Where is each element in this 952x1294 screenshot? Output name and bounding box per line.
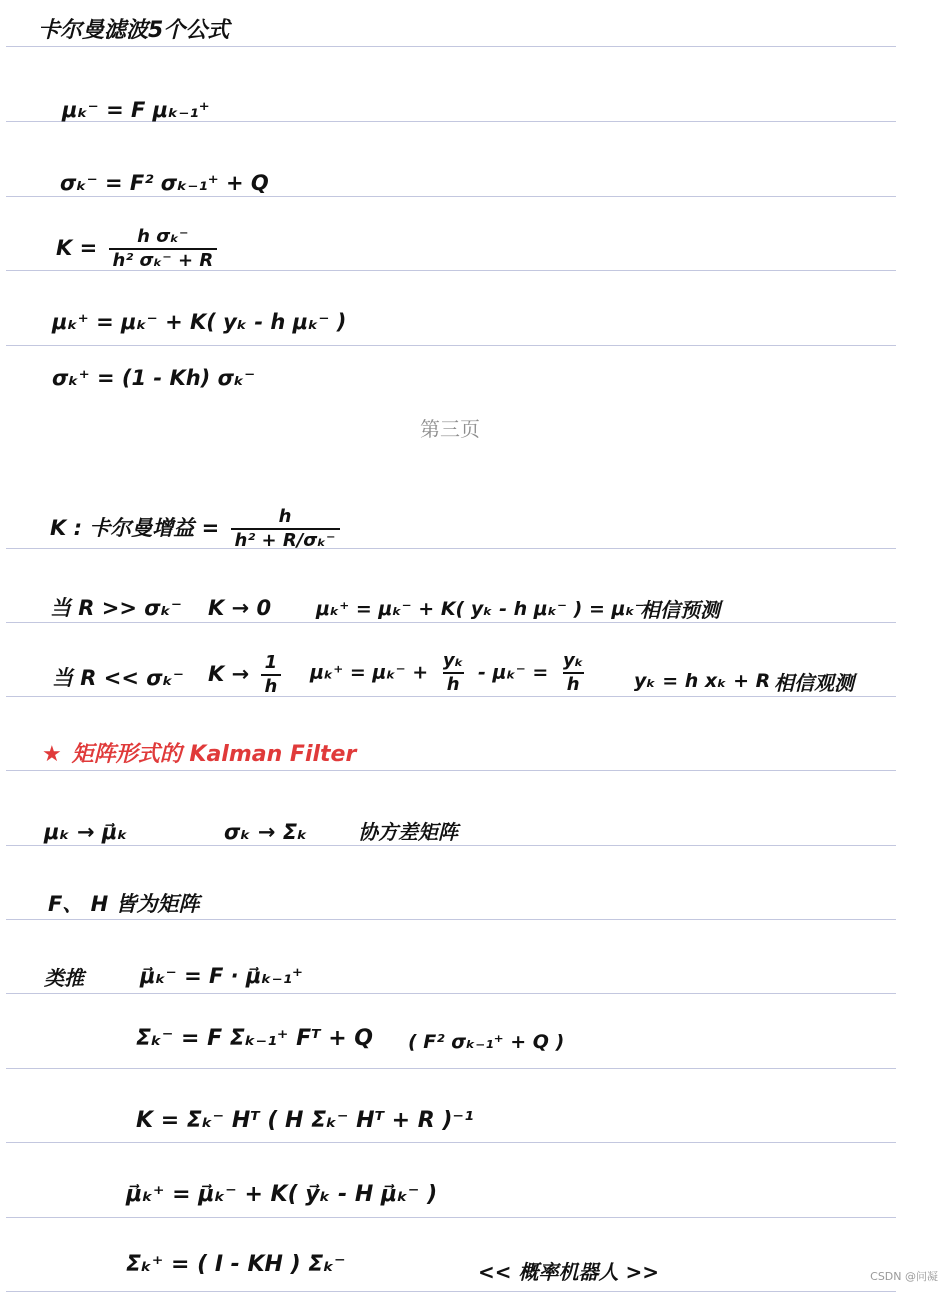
page-number-label: 第三页 bbox=[420, 417, 480, 441]
k-numerator: h σₖ⁻ bbox=[137, 226, 189, 247]
matrix-heading-text: 矩阵形式的 Kalman Filter bbox=[71, 742, 357, 767]
case-small-r-limit bbox=[208, 654, 285, 696]
ruled-line bbox=[6, 1291, 896, 1292]
formula-update-variance: σₖ⁺ = (1 - Kh) σₖ⁻ bbox=[52, 366, 256, 390]
star-icon: ★ bbox=[42, 742, 62, 767]
ruled-line bbox=[6, 993, 896, 994]
book-reference: << 概率机器人 >> bbox=[478, 1260, 659, 1284]
scalar-equivalent-note: ( F² σₖ₋₁⁺ + Q ) bbox=[408, 1031, 565, 1053]
mean-to-vector-mapping: μₖ → μ⃗ₖ bbox=[44, 820, 128, 844]
case-large-r-result: μₖ⁺ = μₖ⁻ + K( yₖ - h μₖ⁻ ) = μₖ⁻ bbox=[316, 598, 645, 620]
case-small-r-result bbox=[310, 652, 591, 694]
case-large-r-condition: 当 R >> σₖ⁻ bbox=[50, 596, 182, 620]
gain-lhs: K : 卡尔曼增益 = bbox=[50, 516, 220, 540]
limit-fraction bbox=[261, 654, 282, 696]
gain-fraction bbox=[231, 508, 340, 550]
watermark: CSDN @问凝 bbox=[870, 1270, 938, 1283]
limit-lhs: K → bbox=[208, 662, 250, 686]
result-denominator-1: h bbox=[443, 672, 464, 694]
observation-model: yₖ = h xₖ + R bbox=[634, 670, 771, 692]
gain-denominator: h² + R/σₖ⁻ bbox=[231, 528, 340, 550]
ruled-line bbox=[6, 1068, 896, 1069]
result-fraction-1 bbox=[439, 652, 468, 694]
ruled-line bbox=[6, 770, 896, 771]
formula-kalman-gain bbox=[56, 228, 221, 270]
ruled-line bbox=[6, 845, 896, 846]
formula-predict-variance: σₖ⁻ = F² σₖ₋₁⁺ + Q bbox=[60, 171, 269, 195]
limit-denominator: h bbox=[261, 674, 282, 696]
ruled-line bbox=[6, 46, 896, 47]
result-lhs: μₖ⁺ = μₖ⁻ + bbox=[310, 661, 429, 684]
result-numerator-1: yₖ bbox=[442, 650, 464, 671]
case-large-r-note: 相信预测 bbox=[640, 598, 720, 622]
ruled-line bbox=[6, 1217, 896, 1218]
ruled-line bbox=[6, 345, 896, 346]
formula-predict-mean: μₖ⁻ = F μₖ₋₁⁺ bbox=[62, 98, 210, 122]
ruled-line bbox=[6, 622, 896, 623]
k-fraction bbox=[109, 228, 218, 270]
ruled-line bbox=[6, 196, 896, 197]
matrix-section-heading bbox=[42, 744, 356, 766]
matrix-update-mean: μ⃗ₖ⁺ = μ⃗ₖ⁻ + K( y⃗ₖ - H μ⃗ₖ⁻ ) bbox=[126, 1182, 438, 1207]
result-denominator-2: h bbox=[563, 672, 584, 694]
k-lhs: K = bbox=[56, 236, 98, 260]
result-numerator-2: yₖ bbox=[562, 650, 584, 671]
analogy-label: 类推 bbox=[44, 966, 84, 990]
ruled-line bbox=[6, 1142, 896, 1143]
limit-numerator: 1 bbox=[264, 652, 278, 673]
fh-matrix-note: F、 H 皆为矩阵 bbox=[48, 892, 200, 916]
ruled-line bbox=[6, 696, 896, 697]
gain-numerator: h bbox=[278, 506, 292, 527]
variance-to-covariance-mapping: σₖ → Σₖ bbox=[224, 820, 308, 844]
formula-update-mean: μₖ⁺ = μₖ⁻ + K( yₖ - h μₖ⁻ ) bbox=[52, 310, 347, 334]
result-middle: - μₖ⁻ = bbox=[478, 661, 549, 684]
matrix-predict-mean: μ⃗ₖ⁻ = F · μ⃗ₖ₋₁⁺ bbox=[140, 964, 303, 988]
matrix-kalman-gain: K = Σₖ⁻ Hᵀ ( H Σₖ⁻ Hᵀ + R )⁻¹ bbox=[136, 1108, 474, 1133]
covariance-matrix-note: 协方差矩阵 bbox=[358, 820, 458, 844]
result-fraction-2 bbox=[559, 652, 588, 694]
case-small-r-note: 相信观测 bbox=[774, 671, 854, 695]
matrix-update-covariance: Σₖ⁺ = ( I - KH ) Σₖ⁻ bbox=[126, 1252, 346, 1277]
gain-definition bbox=[50, 508, 344, 550]
matrix-predict-covariance: Σₖ⁻ = F Σₖ₋₁⁺ Fᵀ + Q bbox=[136, 1026, 374, 1051]
case-large-r-limit: K → 0 bbox=[208, 596, 272, 620]
page-title: 卡尔曼滤波5个公式 bbox=[38, 18, 230, 43]
case-small-r-condition: 当 R << σₖ⁻ bbox=[52, 666, 184, 690]
ruled-line bbox=[6, 919, 896, 920]
k-denominator: h² σₖ⁻ + R bbox=[109, 248, 218, 270]
